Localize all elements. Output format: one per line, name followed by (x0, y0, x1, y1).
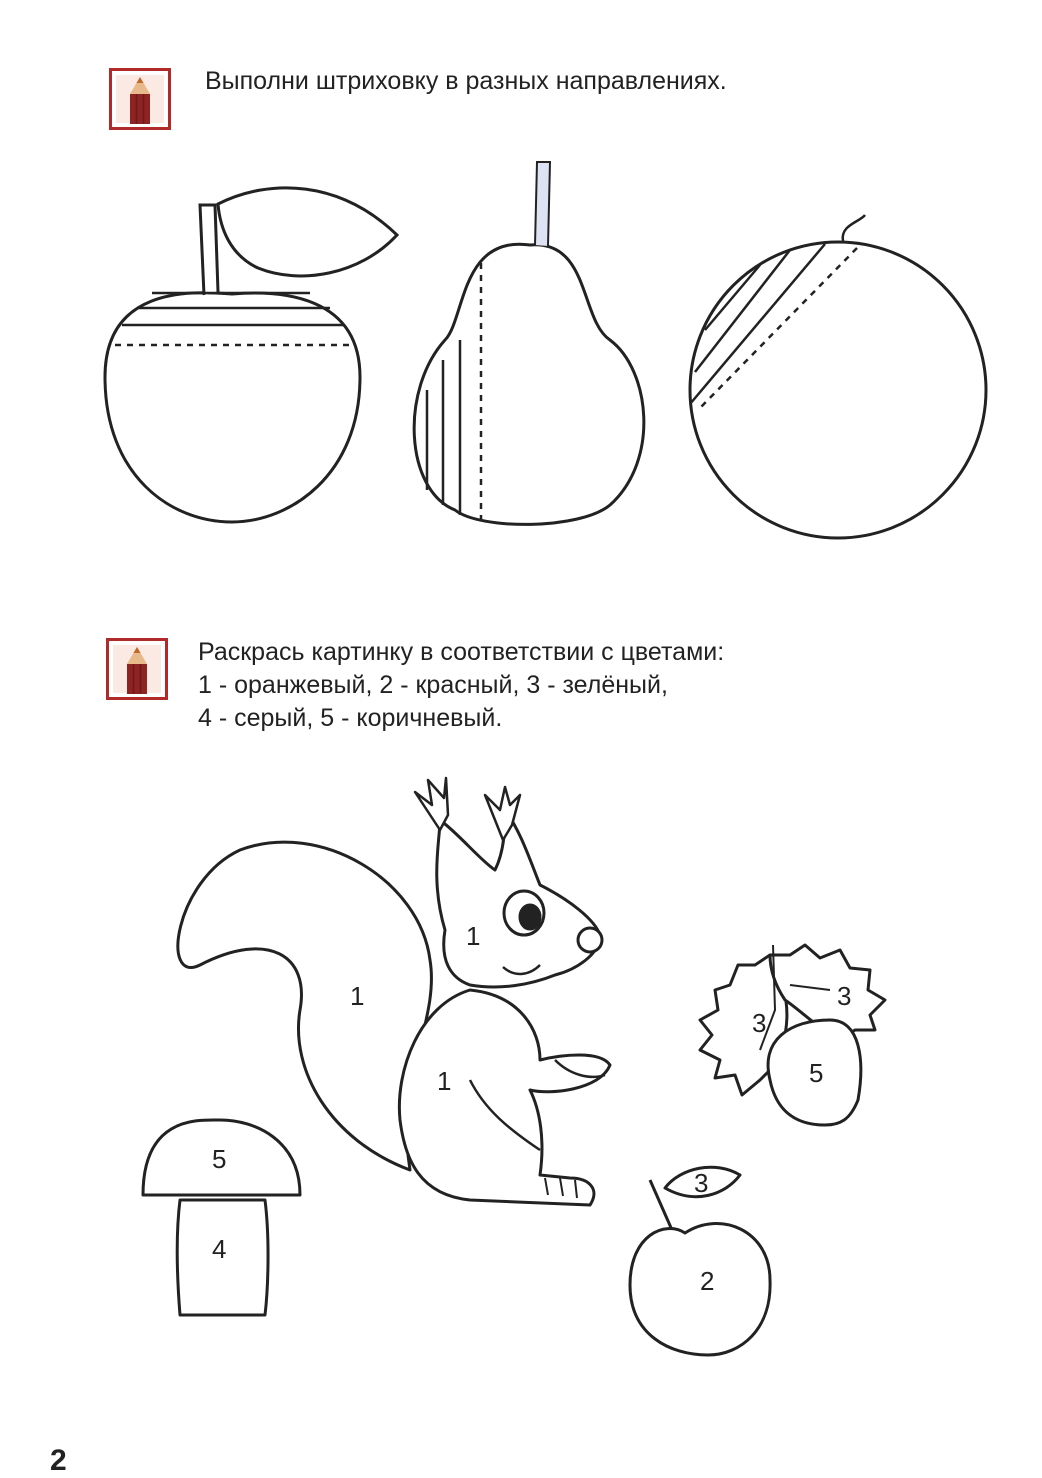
label-squirrel-head: 1 (466, 921, 481, 951)
label-hazelnut-leaf-left: 3 (752, 1008, 767, 1038)
task2-line1: Раскрась картинку в соответствии с цветами: (198, 638, 725, 666)
label-hazelnut-leaf-right: 3 (837, 981, 852, 1011)
label-apple-leaf: 3 (694, 1168, 709, 1198)
squirrel-body (399, 990, 610, 1205)
task1-instruction: Выполни штриховку в разных направлениях. (205, 67, 727, 95)
label-hazelnut-nut: 5 (809, 1058, 824, 1088)
label-mushroom-stem: 4 (212, 1234, 227, 1264)
task2-line2: 1 - оранжевый, 2 - красный, 3 - зелёный, (198, 671, 668, 699)
label-squirrel-body: 1 (437, 1066, 452, 1096)
label-squirrel-tail: 1 (350, 981, 365, 1011)
label-apple-body: 2 (700, 1266, 715, 1296)
task2-line3: 4 - серый, 5 - коричневый. (198, 704, 503, 732)
page-number: 2 (50, 1444, 67, 1477)
label-mushroom-cap: 5 (212, 1144, 227, 1174)
